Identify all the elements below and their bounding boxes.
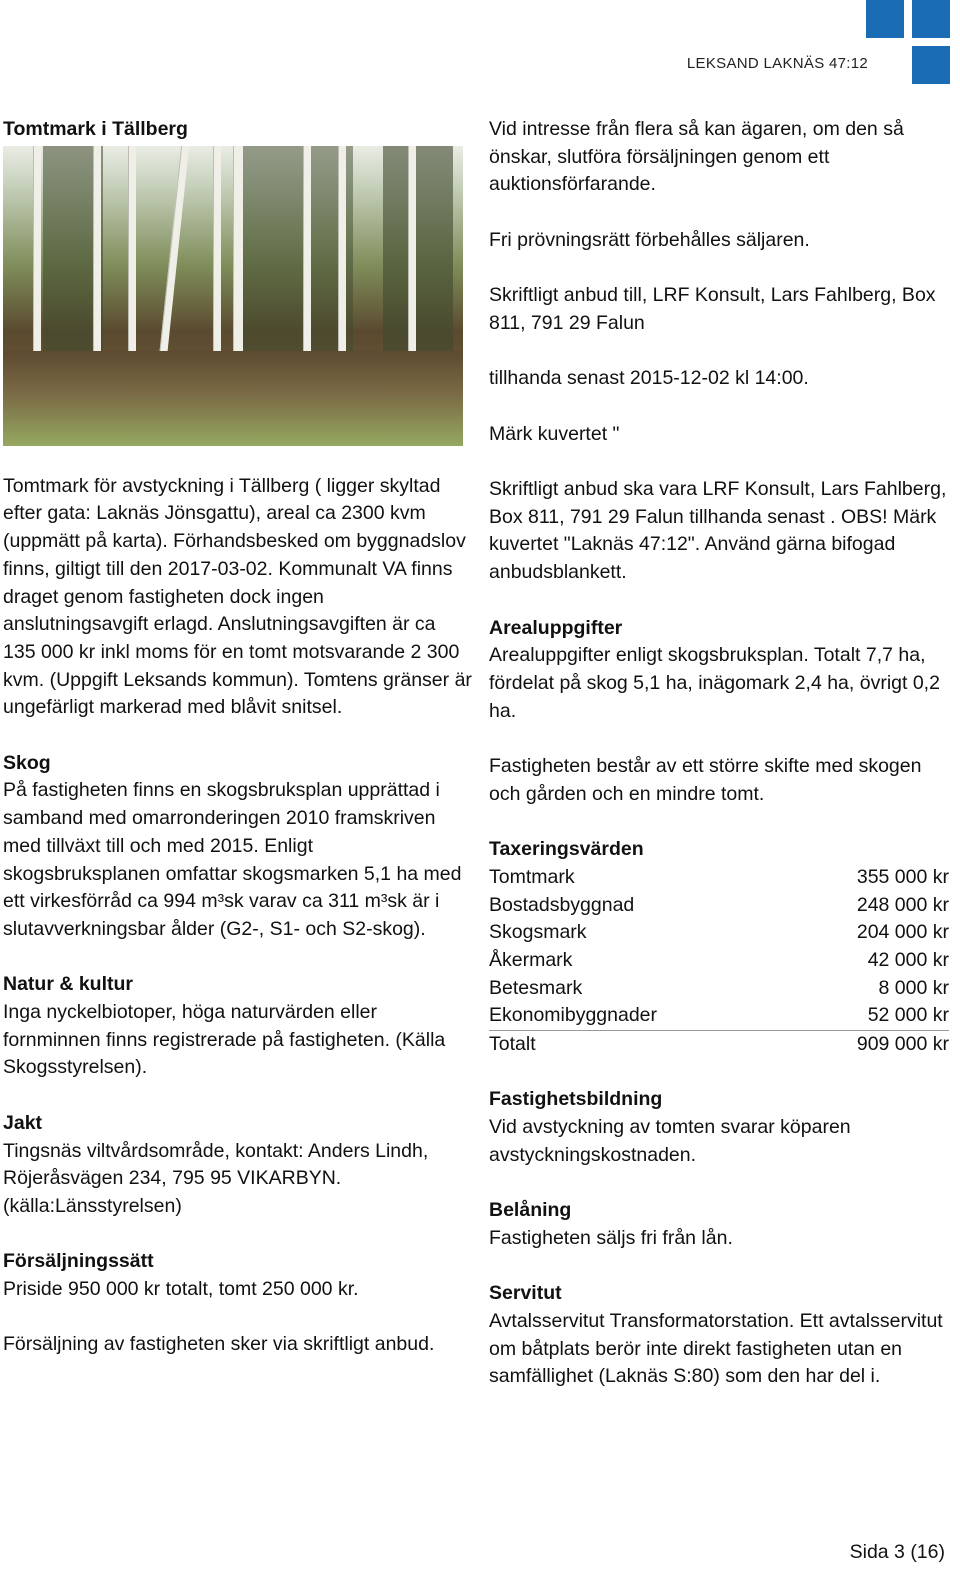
tax-value: 355 000 kr (856, 865, 949, 888)
forsaljning-price-text: Priside 950 000 kr totalt, tomt 250 000 kr. (3, 1278, 359, 1301)
table-row-total (489, 1031, 949, 1059)
belaning-text: Fastigheten säljs fri från lån. (489, 1226, 733, 1249)
table-row (489, 1002, 949, 1030)
deadline-text: tillhanda senast 2015-12-02 kl 14:00. (489, 367, 809, 390)
section-heading-skog: Skog (3, 751, 51, 774)
table-row (489, 892, 949, 920)
anbud-instructions-text: Skriftligt anbud ska vara LRF Konsult, Lars Fahlberg, Box 811, 791 29 Falun tillhanda senast . OBS! Märk kuvertet "Laknäs 47:12". Använd gärna bifogad anbudsblankett. (489, 478, 947, 584)
forsaljning-method-text: Försäljning av fastigheten sker via skriftligt anbud. (3, 1333, 435, 1356)
property-photo (3, 146, 463, 446)
logo-square (866, 0, 904, 38)
areal-text-2: Fastigheten består av ett större skifte med skogen och gården och en mindre tomt. (489, 755, 922, 805)
tax-label: Ekonomibyggnader (489, 1002, 786, 1030)
tax-value: 42 000 kr (867, 948, 949, 971)
tomtmark-description: Tomtmark för avstyckning i Tällberg ( ligger skyltad efter gata: Laknäs Jönsgattu), areal ca 2300 kvm (uppmätt på karta). Förhandsbesked om byggnadslov finns, giltigt till den 2017-03-02. Kommunalt VA finns draget genom fastigheten dock ingen anslutningsavgift erlagd. Anslutningsavgiften är ca 135 000 kr inkl moms för en tomt motsvarande 2 300 kvm. (Uppgift Leksands kommun). Tomtens gränser är ungefärligt markerad med blåvit snitsel. (3, 474, 472, 719)
table-row (489, 919, 949, 947)
right-column (489, 116, 949, 1391)
page-number: Sida 3 (16) (849, 1541, 945, 1563)
tax-total-value: 909 000 kr (856, 1033, 949, 1056)
section-heading-natur: Natur & kultur (3, 973, 134, 996)
section-heading-forsaljningssatt: Försäljningssätt (3, 1250, 154, 1273)
skog-text: På fastigheten finns en skogsbruksplan upprättad i samband med omarronderingen 2010 framskriven med tillväxt till och med 2015. Enligt skogsbruksplanen omfattar skogsmarken 5,1 ha med ett virkesförråd ca 994 m³sk varav ca 311 m³sk är i slutavverkningsbar ålder (G2-, S1- och S2-skog). (3, 779, 462, 940)
natur-text: Inga nyckelbiotoper, höga naturvärden eller fornminnen finns registrerade på fastigheten. (Källa Skogsstyrelsen). (3, 1001, 446, 1079)
fastighetsbildning-text: Vid avstyckning av tomten svarar köparen avstyckningskostnaden. (489, 1116, 851, 1166)
anbud-address-text: Skriftligt anbud till, LRF Konsult, Lars Fahlberg, Box 811, 791 29 Falun (489, 284, 936, 334)
table-row (489, 864, 949, 892)
section-heading-arealuppgifter: Arealuppgifter (489, 616, 623, 639)
tax-label: Skogsmark (489, 921, 587, 944)
left-column (3, 116, 473, 1359)
tax-value: 204 000 kr (856, 921, 949, 944)
tax-value: 248 000 kr (856, 893, 949, 916)
servitut-text: Avtalsservitut Transformatorstation. Ett avtalsservitut om båtplats berör inte direkt fastigheten utan en samfällighet (Laknäs S:80) som den har del i. (489, 1310, 943, 1388)
areal-text: Arealuppgifter enligt skogsbruksplan. Totalt 7,7 ha, fördelat på skog 5,1 ha, inägomark 2,4 ha, övrigt 0,2 ha. (489, 644, 940, 722)
logo-square (912, 46, 950, 84)
tax-value: 8 000 kr (878, 976, 949, 999)
section-heading-tomtmark: Tomtmark i Tällberg (3, 118, 188, 140)
tax-value: 52 000 kr (786, 1002, 949, 1030)
provningsratt-text: Fri prövningsrätt förbehålles säljaren. (489, 228, 810, 251)
jakt-text: Tingsnäs viltvårdsområde, kontakt: Anders Lindh, Röjeråsvägen 234, 795 95 VIKARBYN. (källa:Länsstyrelsen) (3, 1139, 429, 1217)
section-heading-jakt: Jakt (3, 1111, 43, 1134)
envelope-text: Märk kuvertet " (489, 422, 620, 445)
tax-label: Åkermark (489, 948, 573, 971)
tax-label: Tomtmark (489, 865, 575, 888)
table-row (489, 947, 949, 975)
tax-label: Betesmark (489, 976, 583, 999)
logo-square (912, 0, 950, 38)
section-heading-belaning: Belåning (489, 1199, 572, 1222)
auction-text: Vid intresse från flera så kan ägaren, om den så önskar, slutföra försäljningen genom ett auktionsförfarande. (489, 118, 904, 196)
table-row (489, 975, 949, 1003)
section-heading-servitut: Servitut (489, 1282, 562, 1305)
tax-label: Bostadsbyggnad (489, 893, 635, 916)
section-heading-taxeringsvarden: Taxeringsvärden (489, 838, 644, 861)
document-header-title: LEKSAND LAKNÄS 47:12 (686, 55, 868, 72)
section-heading-fastighetsbildning: Fastighetsbildning (489, 1088, 663, 1111)
taxeringsvarden-table (489, 864, 949, 1059)
tax-total-label: Totalt (489, 1033, 536, 1056)
